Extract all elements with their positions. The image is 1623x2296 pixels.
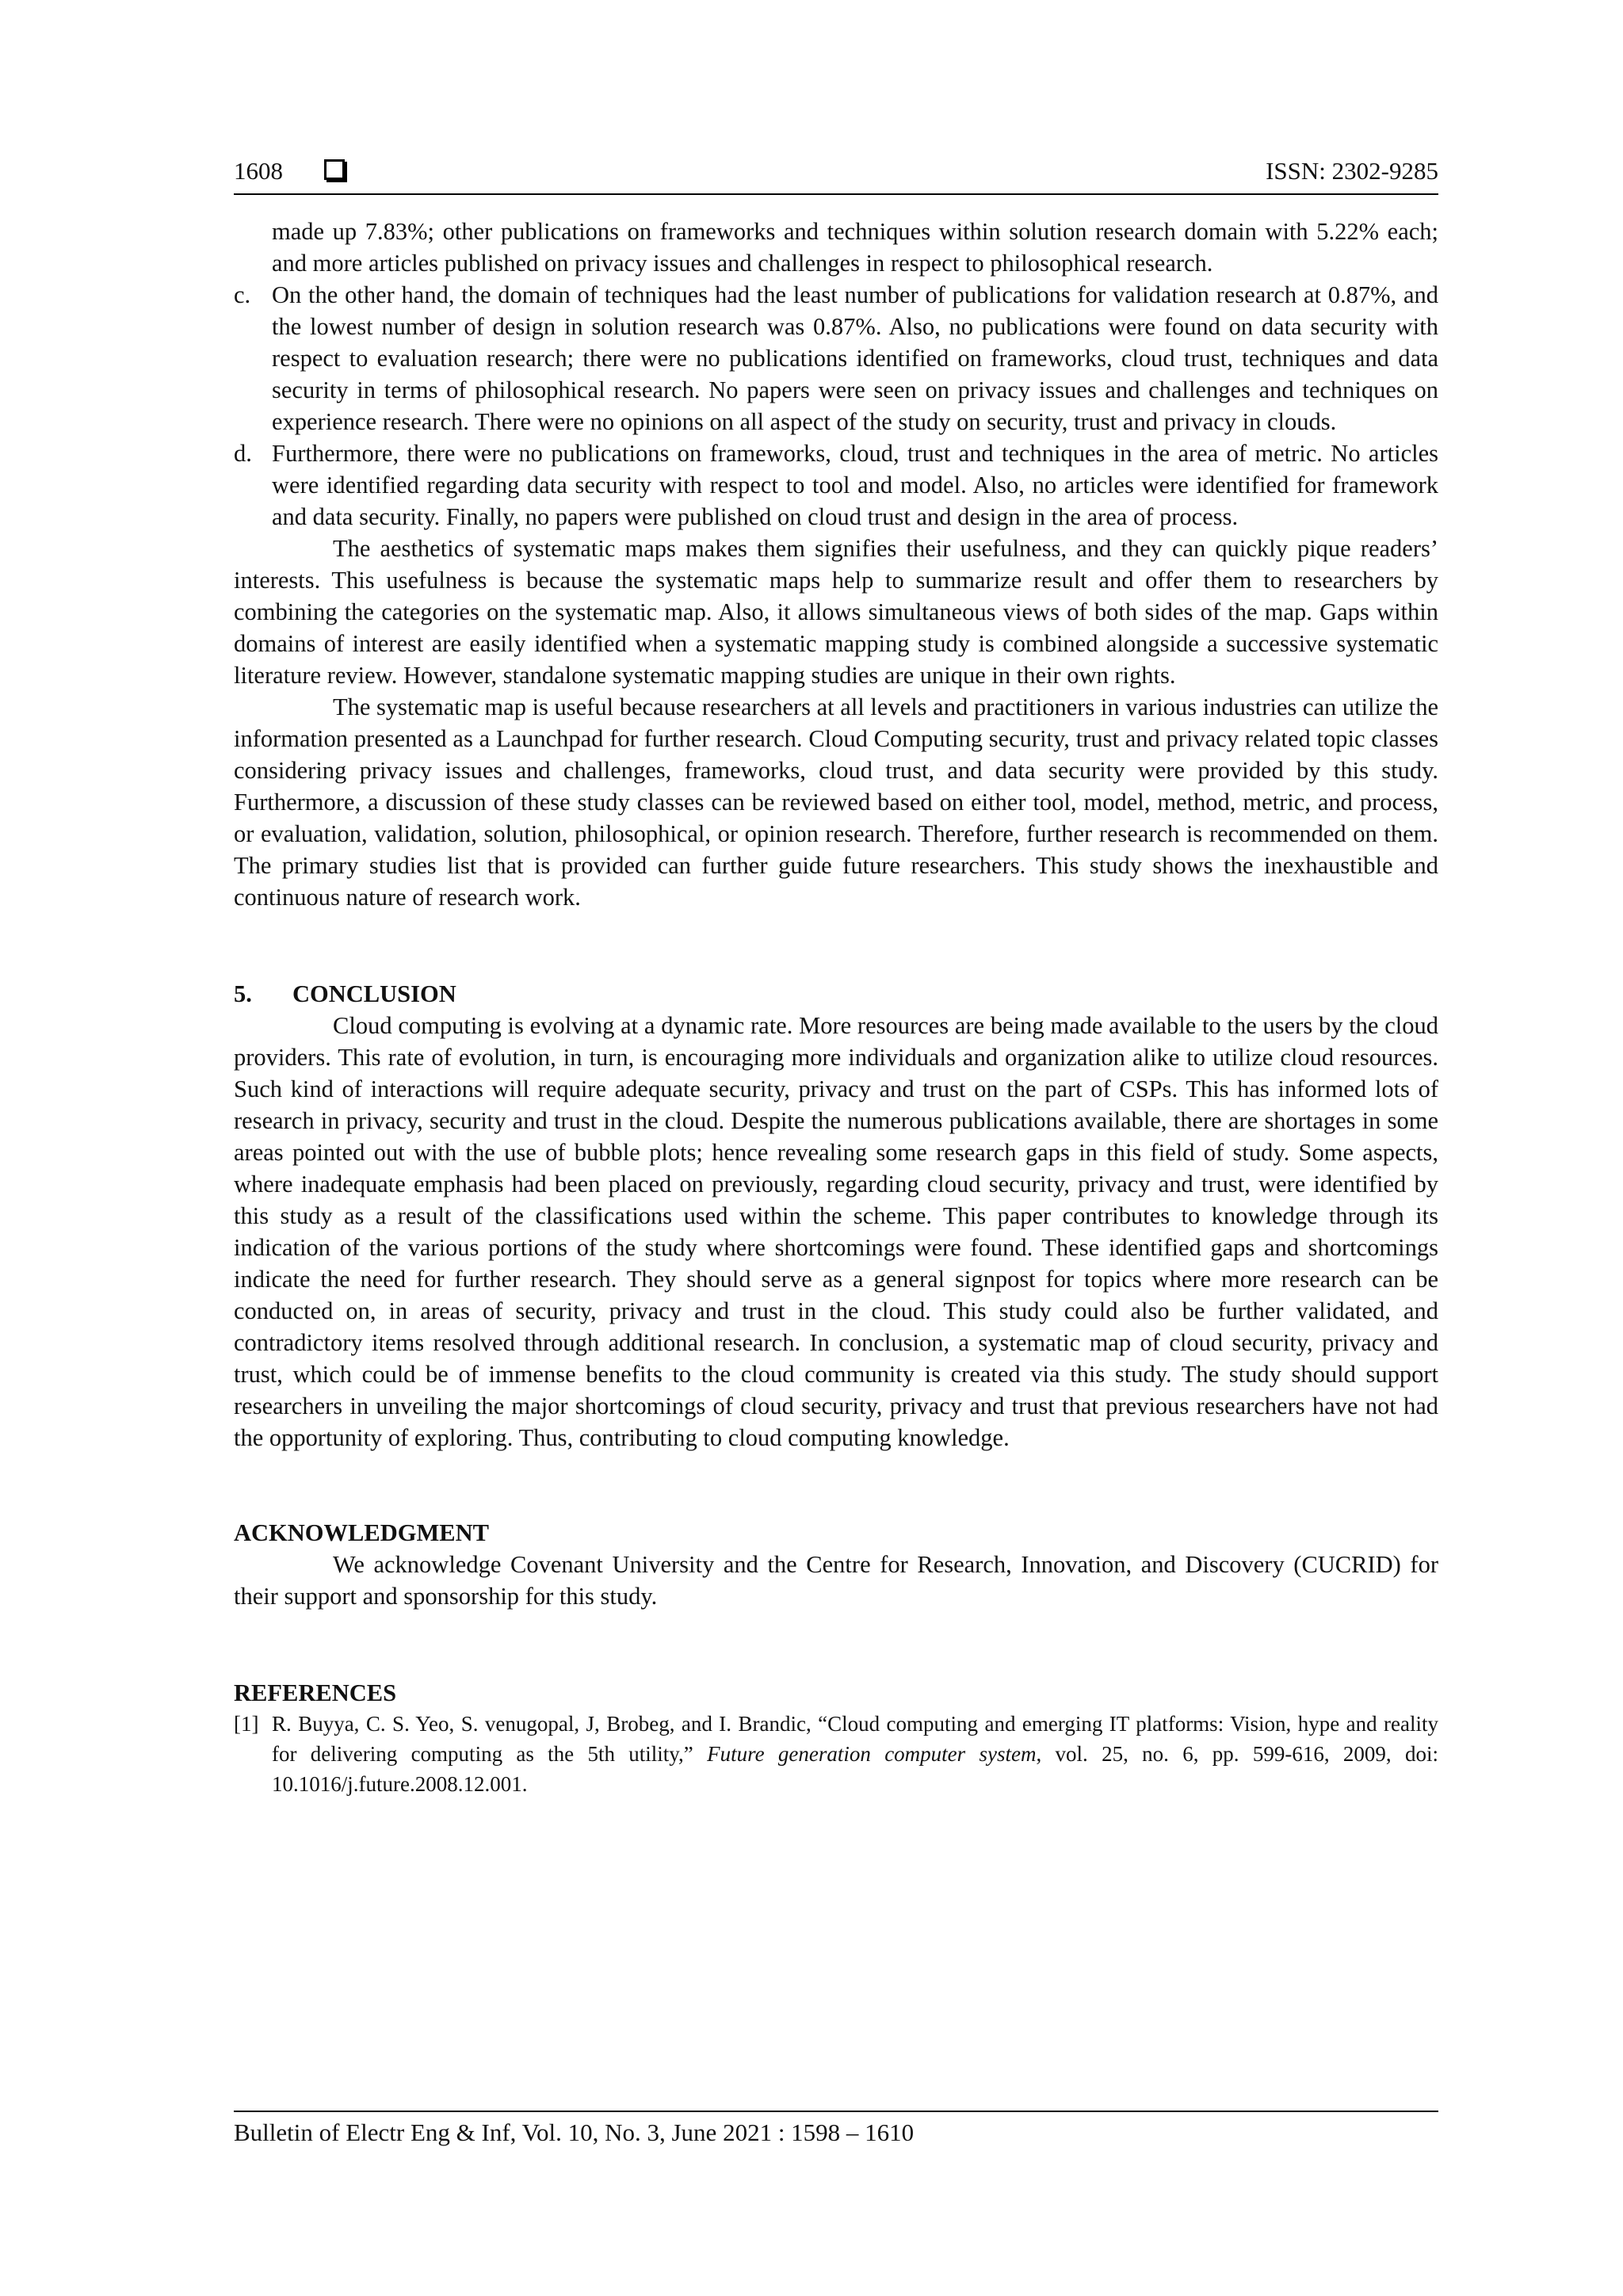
body-paragraph: The aesthetics of systematic maps makes them signifies their usefulness, and they can quickly pique readers’ interests. This usefulness is because the systematic maps help to summarize result and offer them to researchers by combining the categories on the systematic map. Also, it allows simultaneous views of both sides of the map. Gaps within domains of interest are easily identified when a systematic mapping study is combined alongside a successive systematic literature review. However, standalone systematic mapping studies are unique in their own rights. [234, 535, 1438, 689]
reference-details: , vol. 25, no. 6, pp. 599-616, 2009, doi: 10.1016/j.future.2008.12.001. [272, 1742, 1439, 1796]
reference-journal: Future generation computer system [707, 1742, 1037, 1766]
page-header [234, 155, 1438, 195]
section-number: 5. [234, 980, 252, 1007]
list-item-d [234, 437, 1438, 533]
references-heading: REFERENCES [234, 1679, 397, 1706]
issn-label: ISSN: 2302-9285 [1266, 157, 1438, 185]
reference-marker: [1] [234, 1712, 259, 1736]
conclusion-paragraph: Cloud computing is evolving at a dynamic rate. More resources are being made available to the users by the cloud providers. This rate of evolution, in turn, is encouraging more individuals and organization alike to utilize cloud resources. Such kind of interactions will require adequate security, privacy and trust on the part of CSPs. This has informed lots of research in privacy, security and trust in the cloud. Despite the numerous publications available, there are shortages in some areas pointed out with the use of bubble plots; hence revealing some research gaps in this field of study. Some aspects, where inadequate emphasis had been placed on previously, regarding cloud security, privacy and trust, were identified by this study as a result of the classifications used within the scheme. This paper contributes to knowledge through its indication of the various portions of the study where shortcomings were found. These identified gaps and shortcomings indicate the need for further research. They should serve as a general signpost for topics where more research can be conducted on, in areas of security, privacy and trust in the cloud. This study could also be further validated, and contradictory items resolved through additional research. In conclusion, a systematic map of cloud security, privacy and trust, which could be of immense benefits to the cloud community is created via this study. The study should support researchers in unveiling the major shortcomings of cloud security, privacy and trust that previous researchers have not had the opportunity of exploring. Thus, contributing to cloud computing knowledge. [234, 1012, 1438, 1451]
list-item-b-continuation: made up 7.83%; other publications on frameworks and techniques within solution research domain with 5.22% each; and more articles published on privacy issues and challenges in respect to philosophical research. [272, 218, 1438, 277]
square-icon [324, 159, 345, 180]
section-title: CONCLUSION [292, 980, 456, 1007]
reference-item [234, 1709, 1438, 1799]
list-marker: c. [234, 281, 251, 308]
page-footer [234, 2111, 1438, 2149]
list-item-text: Furthermore, there were no publications on frameworks, cloud, trust and techniques in the area of metric. No articles were identified regarding data security with respect to tool and model. Also, no articles were identified for framework and data security. Finally, no papers were published on cloud trust and design in the area of process. [272, 440, 1438, 530]
acknowledgment-paragraph: We acknowledge Covenant University and the Centre for Research, Innovation, and Discovery (CUCRID) for their support and sponsorship for this study. [234, 1551, 1438, 1610]
footer-citation: Bulletin of Electr Eng & Inf, Vol. 10, No. 3, June 2021 : 1598 – 1610 [234, 2118, 915, 2146]
body-paragraph: The systematic map is useful because researchers at all levels and practitioners in various industries can utilize the information presented as a Launchpad for further research. Cloud Computing security, trust and privacy related topic classes considering privacy issues and challenges, frameworks, cloud trust, and data security were provided by this study. Furthermore, a discussion of these study classes can be reviewed based on either tool, model, method, metric, and process, or evaluation, validation, solution, philosophical, or opinion research. Therefore, further research is recommended on them. The primary studies list that is provided can further guide future researchers. This study shows the inexhaustible and continuous nature of research work. [234, 693, 1438, 911]
page-content [234, 216, 1438, 1799]
acknowledgment-heading: ACKNOWLEDGMENT [234, 1519, 489, 1546]
section-heading-conclusion [234, 978, 1438, 1010]
list-item-c [234, 279, 1438, 437]
page-number: 1608 [234, 157, 283, 185]
reference-text: R. Buyya, C. S. Yeo, S. venugopal, J, Brobeg, and I. Brandic, “Cloud computing and emerging IT platforms: Vision, hype and reality for delivering computing as the 5th utility,” [272, 1712, 1438, 1766]
list-marker: d. [234, 440, 252, 467]
list-item-text: On the other hand, the domain of techniques had the least number of publications for validation research at 0.87%, and the lowest number of design in solution research was 0.87%. Also, no publications were found on data security with respect to evaluation research; there were no publications identified on frameworks, cloud trust, techniques and data security in terms of philosophical research. No papers were seen on privacy issues and challenges and techniques on experience research. There were no opinions on all aspect of the study on security, trust and privacy in clouds. [272, 281, 1438, 435]
